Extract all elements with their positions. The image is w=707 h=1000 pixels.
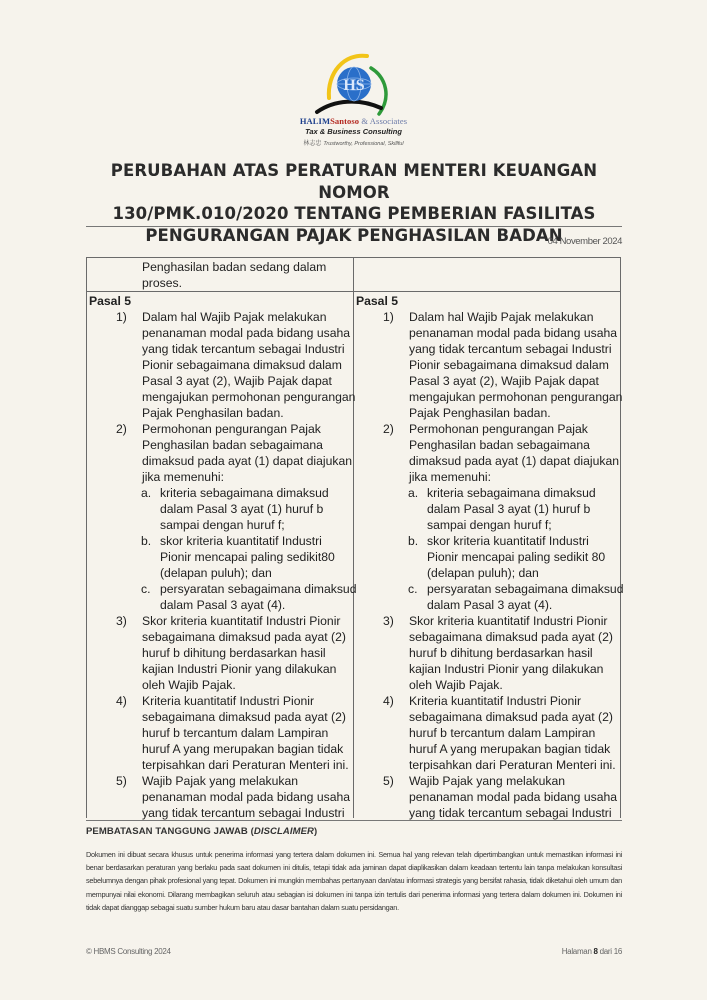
left-pasal-content — [89, 293, 357, 821]
disclaimer-divider — [86, 820, 622, 821]
lettered-subitem — [89, 485, 351, 533]
numbered-item — [89, 773, 351, 821]
item-text-line: penanaman modal pada bidang usaha — [409, 790, 618, 804]
subitem-text-line: kriteria sebagaimana dimaksud — [160, 486, 329, 500]
subitem-text-line: skor kriteria kuantitatif Industri — [160, 534, 322, 548]
numbered-item — [356, 613, 618, 693]
item-text-line: yang tidak tercantum sebagai Industri — [409, 342, 612, 356]
logo-company-name: HALIMSantoso & Associates — [299, 116, 408, 126]
item-number: 5) — [383, 774, 394, 788]
item-text-line: Wajib Pajak yang melakukan — [409, 774, 566, 788]
item-text-line: Pasal 3 ayat (2), Wajib Pajak dapat — [409, 374, 599, 388]
subitem-text-line: dalam Pasal 3 ayat (4). — [160, 598, 286, 612]
item-text-line: yang tidak tercantum sebagai Industri — [409, 806, 612, 820]
subitem-text-line: (delapan puluh); dan — [160, 566, 272, 580]
item-text-line: Wajib Pajak yang melakukan — [142, 774, 299, 788]
item-number: 3) — [383, 614, 394, 628]
subitem-text-line: sampai dengan huruf f; — [160, 518, 285, 532]
document-date: 04 November 2024 — [547, 236, 622, 247]
numbered-item — [89, 421, 351, 485]
item-text-line: terpisahkan dari Peraturan Menteri ini. — [142, 758, 349, 772]
footer-copyright: © HBMS Consulting 2024 — [86, 947, 171, 956]
item-text-line: Skor kriteria kuantitatif Industri Pionir — [142, 614, 341, 628]
subitem-letter: b. — [408, 534, 419, 548]
item-text-line: Kriteria kuantitatif Industri Pionir — [409, 694, 582, 708]
item-text-line: oleh Wajib Pajak. — [409, 678, 503, 692]
item-text-line: huruf b dihitung berdasarkan hasil — [409, 646, 593, 660]
item-text-line: huruf A yang merupakan bagian tidak — [142, 742, 344, 756]
lettered-subitem — [89, 581, 357, 613]
item-text-line: Kriteria kuantitatif Industri Pionir — [142, 694, 315, 708]
continuation-text: Penghasilan badan sedang dalam proses. — [142, 260, 327, 290]
numbered-item — [89, 309, 356, 421]
item-text-line: dimaksud pada ayat (1) dapat diajukan — [409, 454, 620, 468]
item-text-line: sebagaimana dimaksud pada ayat (2) — [142, 630, 346, 644]
subitem-text-line: persyaratan sebagaimana dimaksud — [160, 582, 357, 596]
right-pasal-content — [356, 293, 624, 821]
numbered-item — [89, 613, 351, 693]
pasal-heading: Pasal 5 — [89, 294, 132, 308]
item-text-line: Skor kriteria kuantitatif Industri Pionir — [409, 614, 608, 628]
subitem-text-line: kriteria sebagaimana dimaksud — [427, 486, 596, 500]
subitem-text-line: dalam Pasal 3 ayat (1) huruf b — [427, 502, 591, 516]
subitem-text-line: skor kriteria kuantitatif Industri — [427, 534, 589, 548]
subitem-letter: c. — [408, 582, 418, 596]
item-number: 2) — [383, 422, 394, 436]
subitem-text-line: dalam Pasal 3 ayat (1) huruf b — [160, 502, 324, 516]
subitem-text-line: (delapan puluh); dan — [427, 566, 539, 580]
logo-tagline: 林志忠 Trustworthy, Professional, Skillful — [303, 140, 404, 147]
item-text-line: mengajukan permohonan pengurangan — [142, 390, 356, 404]
item-text-line: huruf A yang merupakan bagian tidak — [409, 742, 611, 756]
svg-text:HS: HS — [342, 77, 365, 94]
item-text-line: yang tidak tercantum sebagai Industri — [142, 806, 345, 820]
item-text-line: huruf b dihitung berdasarkan hasil — [142, 646, 326, 660]
item-text-line: Permohonan pengurangan Pajak — [409, 422, 588, 436]
disclaimer-body: Dokumen ini dibuat secara khusus untuk penerima informasi yang tertera dalam dokumen ini. Semua hal yang relevan telah dipertimbangkan untuk memastikan informasi ini benar berdasarkan peraturan yang berlaku pada saat dokumen ini ditulis, tetapi tidak ada jaminan dapat diaplikasikan dalam keadaan tertentu lain tanpa melakukan konsultasi sebelumnya dengan pihak profesional yang tepat. Dokumen ini mungkin membahas pertanyaan dan/atau informasi strategis yang bersifat rahasia, tidak diketahui oleh umum dan mempunyai nilai ekonomi. Dilarang membagikan seluruh atau sebagian isi dokumen ini tanpa izin tertulis dari penerima informasi yang tertera dalam dokumen ini. Dokumen ini tidak dapat dianggap sebagai suatu sumber hukum baru atau dasar bantahan dalam suatu persidangan. — [86, 850, 622, 912]
numbered-item — [356, 693, 618, 773]
item-text-line: penanaman modal pada bidang usaha — [142, 326, 351, 340]
subitem-text-line: Pionir mencapai paling sedikit 80 — [427, 550, 606, 564]
lettered-subitem — [356, 533, 618, 581]
item-number: 4) — [116, 694, 127, 708]
item-text-line: penanaman modal pada bidang usaha — [409, 326, 618, 340]
item-text-line: Penghasilan badan sebagaimana — [409, 438, 590, 452]
item-number: 3) — [116, 614, 127, 628]
item-text-line: Dalam hal Wajib Pajak melakukan — [409, 310, 594, 324]
lettered-subitem — [356, 581, 624, 613]
subitem-text-line: persyaratan sebagaimana dimaksud — [427, 582, 624, 596]
hs-globe-logo-icon — [309, 48, 399, 118]
item-number: 2) — [116, 422, 127, 436]
item-text-line: Pasal 3 ayat (2), Wajib Pajak dapat — [142, 374, 332, 388]
subitem-text-line: Pionir mencapai paling sedikit80 — [160, 550, 335, 564]
logo-subtitle: Tax & Business Consulting — [305, 127, 402, 136]
item-text-line: terpisahkan dari Peraturan Menteri ini. — [409, 758, 616, 772]
item-text-line: jika memenuhi: — [142, 470, 224, 484]
item-text-line: penanaman modal pada bidang usaha — [142, 790, 351, 804]
item-text-line: Permohonan pengurangan Pajak — [142, 422, 321, 436]
subitem-letter: c. — [141, 582, 151, 596]
company-logo — [0, 48, 707, 147]
numbered-item — [356, 421, 618, 485]
item-text-line: huruf b tercantum dalam Lampiran — [409, 726, 596, 740]
item-number: 4) — [383, 694, 394, 708]
item-text-line: jika memenuhi: — [409, 470, 491, 484]
item-text-line: sebagaimana dimaksud pada ayat (2) — [409, 710, 613, 724]
lettered-subitem — [89, 533, 351, 581]
item-text-line: kajian Industri Pionir yang dilakukan — [409, 662, 604, 676]
disclaimer-title: PEMBATASAN TANGGUNG JAWAB (DISCLAIMER) — [86, 826, 318, 837]
item-text-line: Pajak Penghasilan badan. — [142, 406, 284, 420]
item-text-line: sebagaimana dimaksud pada ayat (2) — [409, 630, 613, 644]
item-text-line: Pionir sebagaimana dimaksud dalam — [409, 358, 609, 372]
item-text-line: dimaksud pada ayat (1) dapat diajukan — [142, 454, 353, 468]
item-number: 5) — [116, 774, 127, 788]
item-text-line: huruf b tercantum dalam Lampiran — [142, 726, 329, 740]
item-text-line: Penghasilan badan sebagaimana — [142, 438, 323, 452]
footer-page-number: Halaman 8 dari 16 — [561, 947, 622, 956]
right-column — [354, 258, 624, 820]
subitem-text-line: dalam Pasal 3 ayat (4). — [427, 598, 553, 612]
pasal-heading: Pasal 5 — [356, 294, 399, 308]
subitem-letter: a. — [141, 486, 152, 500]
subitem-letter: a. — [408, 486, 419, 500]
lettered-subitem — [356, 485, 618, 533]
subitem-letter: b. — [141, 534, 152, 548]
left-column — [87, 258, 357, 820]
numbered-item — [356, 309, 623, 421]
item-text-line: oleh Wajib Pajak. — [142, 678, 236, 692]
item-text-line: Dalam hal Wajib Pajak melakukan — [142, 310, 327, 324]
title-divider — [86, 226, 622, 227]
item-number: 1) — [116, 310, 127, 324]
item-text-line: sebagaimana dimaksud pada ayat (2) — [142, 710, 346, 724]
item-text-line: Pionir sebagaimana dimaksud dalam — [142, 358, 342, 372]
document-title: PERUBAHAN ATAS PERATURAN MENTERI KEUANGAN NOMOR 130/PMK.010/2020 TENTANG PEMBERIAN FASILITAS PENGURANGAN PAJAK PENGHASILAN BADAN — [110, 161, 598, 245]
item-number: 1) — [383, 310, 394, 324]
item-text-line: Pajak Penghasilan badan. — [409, 406, 551, 420]
numbered-item — [356, 773, 618, 821]
item-text-line: yang tidak tercantum sebagai Industri — [142, 342, 345, 356]
comparison-table — [86, 257, 624, 820]
item-text-line: kajian Industri Pionir yang dilakukan — [142, 662, 337, 676]
numbered-item — [89, 693, 351, 773]
subitem-text-line: sampai dengan huruf f; — [427, 518, 552, 532]
item-text-line: mengajukan permohonan pengurangan — [409, 390, 623, 404]
